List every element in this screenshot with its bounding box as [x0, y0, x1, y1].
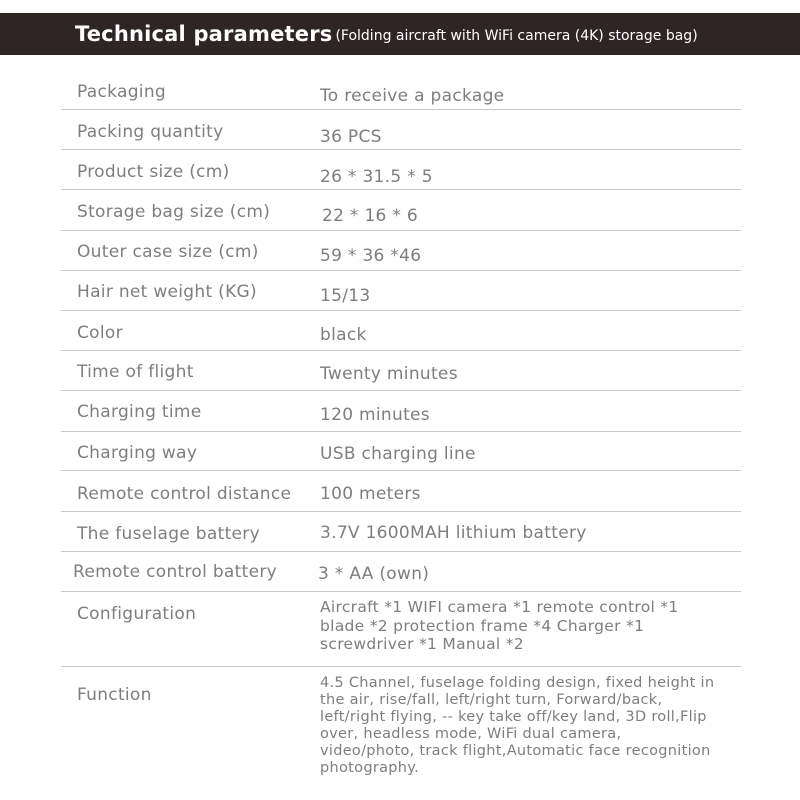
table-row	[61, 351, 741, 391]
table-row	[61, 512, 741, 552]
row-label: The fuselage battery	[77, 524, 260, 544]
table-row	[61, 150, 741, 190]
table-row	[61, 311, 741, 351]
row-label: Product size (cm)	[77, 162, 230, 182]
page-subtitle: (Folding aircraft with WiFi camera (4K) storage bag)	[335, 28, 698, 44]
row-label: Packaging	[77, 82, 166, 102]
row-label: Outer case size (cm)	[77, 242, 259, 262]
table-row	[61, 592, 741, 667]
row-value: To receive a package	[320, 86, 505, 106]
table-row	[61, 471, 741, 512]
row-label: Hair net weight (KG)	[77, 282, 257, 302]
row-value: 4.5 Channel, fuselage folding design, fixed height in the air, rise/fall, left/right turn, Forward/back, left/right flying, -- key take off/key land, 3D roll,Flip over, headless mode, WiFi dual camera, video/photo, track flight,Automatic face recognition photography.	[320, 675, 715, 776]
table-row	[61, 391, 741, 432]
row-value: 36 PCS	[320, 127, 382, 147]
row-label: Storage bag size (cm)	[77, 202, 271, 222]
table-row	[61, 231, 741, 271]
table-row	[61, 190, 741, 231]
page-title: Technical parameters	[75, 22, 333, 46]
row-value: Aircraft *1 WIFI camera *1 remote control *1 blade *2 protection frame *4 Charger *1 screwdriver *1 Manual *2	[320, 598, 679, 653]
row-value: 3 * AA (own)	[318, 564, 430, 584]
parameters-table	[61, 70, 741, 785]
table-row	[61, 552, 741, 592]
table-row	[61, 70, 741, 110]
row-label: Charging time	[77, 402, 202, 422]
row-value: 120 minutes	[320, 405, 430, 425]
header-banner	[0, 13, 800, 55]
row-value: 22 * 16 * 6	[322, 206, 418, 226]
table-row	[61, 271, 741, 311]
row-label: Color	[77, 323, 123, 343]
row-value: black	[320, 325, 367, 345]
row-value: 3.7V 1600MAH lithium battery	[320, 523, 587, 543]
table-row	[61, 667, 741, 785]
row-label: Time of flight	[77, 362, 194, 382]
table-row	[61, 432, 741, 471]
row-label: Remote control battery	[73, 562, 277, 582]
row-value: 100 meters	[320, 484, 421, 504]
row-label: Function	[77, 685, 152, 705]
row-label: Charging way	[77, 443, 198, 463]
row-label: Configuration	[77, 604, 197, 624]
row-value: Twenty minutes	[320, 364, 458, 384]
table-row	[61, 110, 741, 150]
row-value: 15/13	[320, 286, 371, 306]
row-label: Remote control distance	[77, 484, 292, 504]
row-value: 26 * 31.5 * 5	[320, 167, 433, 187]
row-value: USB charging line	[320, 444, 476, 464]
row-label: Packing quantity	[77, 122, 224, 142]
row-value: 59 * 36 *46	[320, 246, 422, 266]
